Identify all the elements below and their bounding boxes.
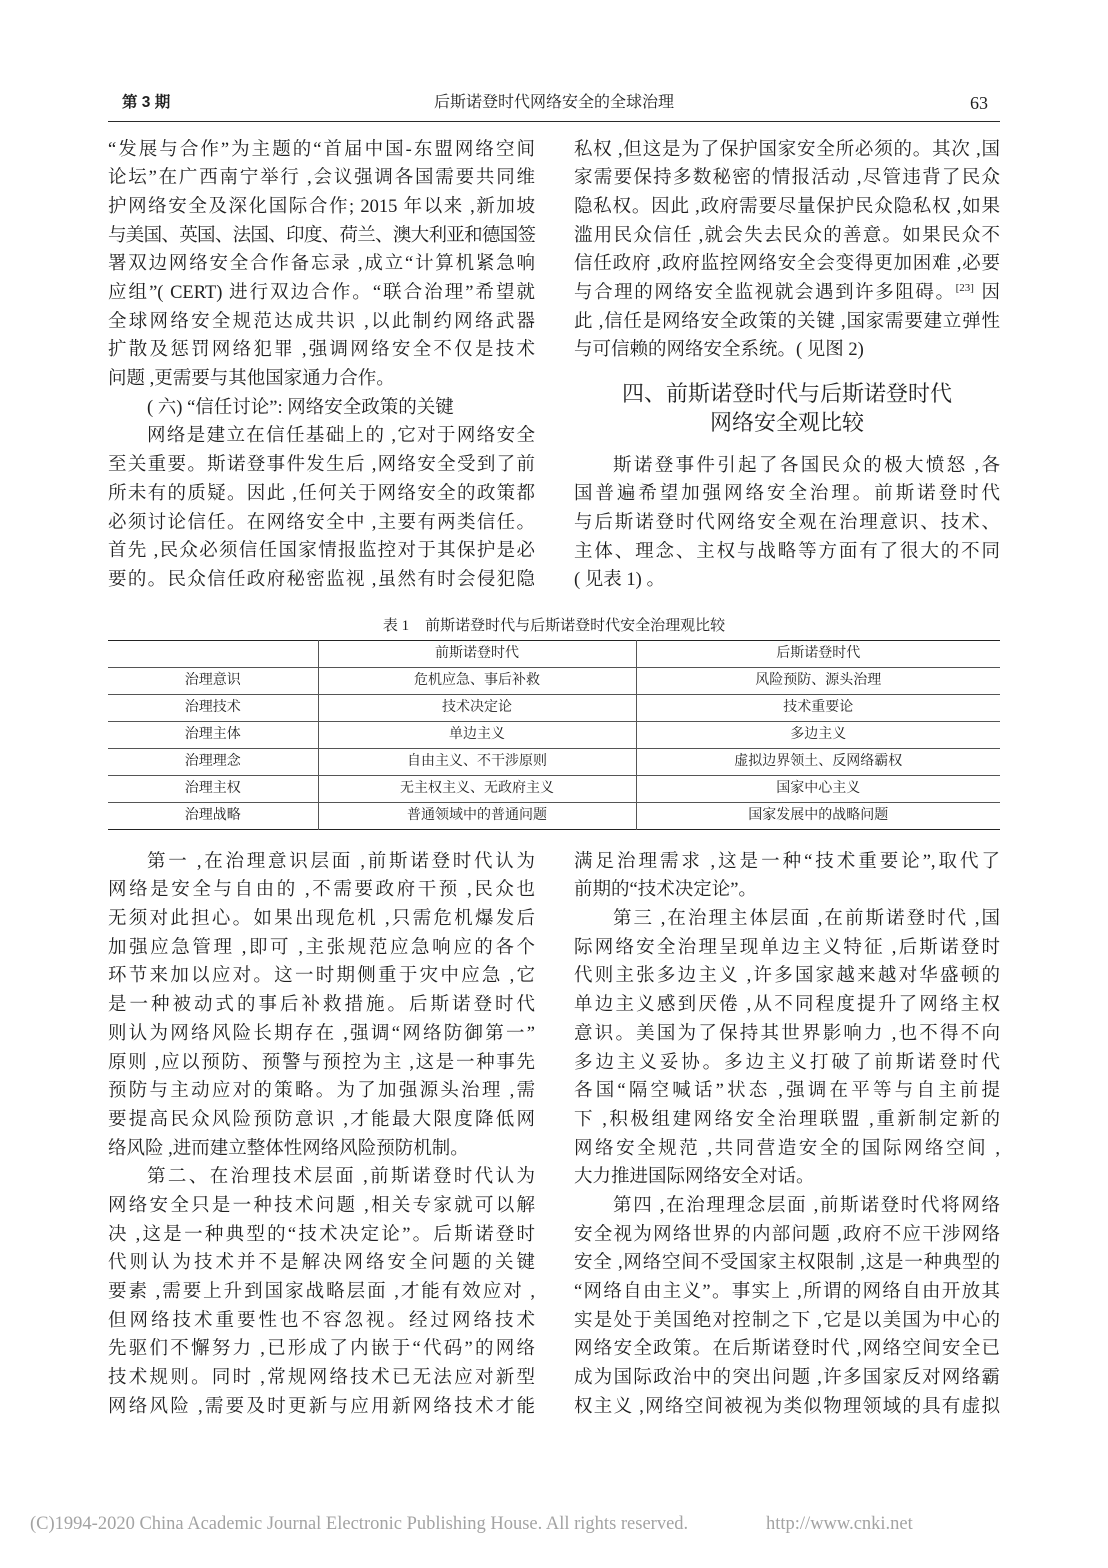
page-number: 63 — [970, 93, 988, 113]
citation-mark: [23] — [955, 282, 974, 295]
table-caption — [108, 614, 1000, 638]
table-row — [108, 749, 1000, 776]
table-cell: 普通领域中的普通问题 — [318, 803, 636, 830]
table-cell: 技术重要论 — [636, 695, 1000, 722]
bottom-right-column — [574, 848, 1000, 1422]
table-cell: 国家中心主义 — [636, 776, 1000, 803]
body-text-line: 意识。美国为了保持其世界影响力 ,也不得不向 — [574, 1023, 1000, 1044]
paragraph — [574, 136, 1000, 366]
body-text-line: 第一 ,在治理意识层面 ,前斯诺登时代认为 — [147, 851, 535, 872]
body-text-line: 应组”( CERT) 进行双边合作。“联合治理”希望就 — [108, 283, 536, 304]
paragraph — [574, 452, 1000, 595]
table-cell: 危机应急、事后补救 — [318, 668, 636, 695]
body-text-line: 隐私权。因此 ,政府需要尽量保护民众隐私权 ,如果 — [574, 196, 1000, 217]
body-text-line: 网络安全规范 ,共同营造安全的国际网络空间 , — [574, 1138, 1000, 1159]
table-cell: 风险预防、源头治理 — [636, 668, 1000, 695]
table-row — [108, 695, 1000, 722]
table-row — [108, 803, 1000, 830]
body-text-line: “网络自由主义”。事实上 ,所谓的网络自由开放其 — [574, 1282, 1000, 1302]
table-cell: 自由主义、不干涉原则 — [318, 749, 636, 776]
paragraph — [108, 1163, 535, 1421]
subsection-heading: ( 六) “信任讨论”: 网络安全政策的关键 — [147, 397, 454, 418]
body-text-line: 多边主义妥协。多边主义打破了前斯诺登时代 — [574, 1052, 1000, 1073]
body-text-line: 前期的“技术决定论”。 — [574, 880, 757, 901]
body-text-line: 要素 ,需要上升到国家战略层面 ,才能有效应对 , — [108, 1282, 535, 1302]
body-text-line: 先驱们不懈努力 ,已形成了内嵌于“代码”的网络 — [108, 1339, 535, 1360]
body-text-line: 第三 ,在治理主体层面 ,在前斯诺登时代 ,国 — [613, 909, 1000, 930]
comparison-table — [108, 640, 1000, 830]
copyright-text: (C)1994-2020 China Academic Journal Electronic Publishing House. All rights reserved. — [30, 1514, 689, 1534]
body-text-line: 至关重要。斯诺登事件发生后 ,网络安全受到了前 — [108, 455, 535, 476]
body-text-line: 安全 ,网络空间不受国家主权限制 ,这是一种典型的 — [574, 1253, 1000, 1274]
body-text-line: 是一种被动式的事后补救措施。后斯诺登时代 — [108, 995, 535, 1016]
section-heading — [574, 379, 1000, 437]
table-header-cell: 后斯诺登时代 — [636, 641, 1000, 668]
body-text-line: 主体、理念、主权与战略等方面有了很大的不同 — [574, 541, 1000, 562]
body-text-line: 际网络安全治理呈现单边主义特征 ,后斯诺登时 — [574, 937, 1000, 958]
table-row — [108, 668, 1000, 695]
table-cell: 治理意识 — [108, 668, 318, 695]
body-text-line: 第二、在治理技术层面 ,前斯诺登时代认为 — [147, 1167, 535, 1188]
body-text-line: 满足治理需求 ,这是一种“技术重要论”,取代了 — [574, 851, 1000, 872]
table-cell: 无主权主义、无政府主义 — [318, 776, 636, 803]
running-head — [108, 88, 1000, 118]
table-header-row — [108, 641, 1000, 668]
table-cell: 多边主义 — [636, 722, 1000, 749]
table-label: 表 1 — [382, 618, 410, 634]
table-cell: 治理主体 — [108, 722, 318, 749]
paragraph — [108, 422, 535, 594]
table-cell: 单边主义 — [318, 722, 636, 749]
header-rule — [108, 121, 1000, 122]
body-text-line: 与美国、英国、法国、印度、荷兰、澳大利亚和德国签 — [108, 225, 535, 246]
body-text-line: 网络风险 ,需要及时更新与应用新网络技术才能 — [108, 1396, 535, 1417]
body-text-line: “发展与合作”为主题的“首届中国-东盟网络空间 — [108, 139, 535, 160]
body-text-line: 权主义 ,网络空间被视为类似物理领域的具有虚拟 — [574, 1396, 1000, 1417]
body-text-line: 技术规则。同时 ,常规网络技术已无法应对新型 — [108, 1368, 535, 1389]
body-text-line: 国普遍希望加强网络安全治理。前斯诺登时代 — [574, 484, 1000, 505]
body-text-line: 首先 ,民众必须信任国家情报监控对于其保护是必 — [108, 541, 535, 562]
section-heading-line: 网络安全观比较 — [709, 409, 864, 435]
paragraph — [574, 848, 1000, 905]
running-title: 后斯诺登时代网络安全的全球治理 — [433, 94, 674, 111]
body-text-line: 网络安全政策。在后斯诺登时代 ,网络空间安全已 — [574, 1339, 1000, 1360]
paragraph — [574, 1192, 1000, 1422]
body-text-line: 论坛”在广西南宁举行 ,会议强调各国需要共同维 — [108, 168, 535, 189]
body-text-line: 家需要保持多数秘密的情报活动 ,尽管违背了民众 — [574, 168, 1000, 189]
issue-number: 第 3 期 — [122, 94, 171, 111]
body-text-line: 但网络技术重要性也不容忽视。经过网络技术 — [108, 1310, 535, 1331]
table-cell: 技术决定论 — [318, 695, 636, 722]
line-text: 与合理的网络安全监视就会遇到许多阻碍。 — [574, 283, 956, 304]
line-text: 因 — [979, 283, 1000, 304]
body-text-line: 署双边网络安全合作备忘录 ,成立“计算机紧急响 — [108, 254, 535, 275]
table-header-cell: 前斯诺登时代 — [318, 641, 636, 668]
body-text-line: 则认为网络风险长期存在 ,强调“网络防御第一” — [108, 1023, 535, 1044]
body-text-line: 网络安全只是一种技术问题 ,相关专家就可以解 — [108, 1195, 535, 1216]
body-text-line: 代则认为技术并不是解决网络安全问题的关键 — [108, 1253, 535, 1274]
body-text-line: 第四 ,在治理理念层面 ,前斯诺登时代将网络 — [613, 1195, 1000, 1216]
table-row — [108, 722, 1000, 749]
body-text-line: 代则主张多边主义 ,许多国家越来越对华盛顿的 — [574, 966, 1000, 987]
copyright-footer — [0, 1512, 1108, 1536]
body-text-line: 络风险 ,进而建立整体性网络风险预防机制。 — [108, 1138, 469, 1159]
table-cell: 治理战略 — [108, 803, 318, 830]
top-right-column — [574, 136, 1000, 366]
body-text-line: 各国“隔空喊话”状态 ,强调在平等与自主前提 — [574, 1081, 1000, 1102]
body-text-line: 原则 ,应以预防、预警与预控为主 ,这是一种事先 — [108, 1052, 535, 1073]
body-text-line: 扩散及惩罚网络犯罪 ,强调网络安全不仅是技术 — [108, 340, 535, 361]
footer-url: http://www.cnki.net — [766, 1514, 913, 1534]
table-cell: 虚拟边界领土、反网络霸权 — [636, 749, 1000, 776]
body-text-line: 实是处于美国绝对控制之下 ,它是以美国为中心的 — [574, 1310, 1000, 1331]
body-text-line: 与后斯诺登时代网络安全观在治理意识、技术、 — [574, 513, 1000, 534]
body-text-line: 私权 ,但这是为了保护国家安全所必须的。其次 ,国 — [574, 139, 1000, 160]
table-cell: 治理理念 — [108, 749, 318, 776]
body-text-line: 预防与主动应对的策略。为了加强源头治理 ,需 — [108, 1081, 535, 1102]
body-text-line: 要的。民众信任政府秘密监视 ,虽然有时会侵犯隐 — [108, 569, 535, 590]
body-text-line: 下 ,积极组建网络安全治理联盟 ,重新制定新的 — [574, 1109, 1000, 1130]
table-header-cell — [108, 641, 318, 668]
bottom-left-column — [108, 848, 535, 1422]
paragraph — [108, 848, 535, 1164]
table-cell: 治理技术 — [108, 695, 318, 722]
body-text-line: 无须对此担心。如果出现危机 ,只需危机爆发后 — [108, 909, 535, 930]
body-text-line: 必须讨论信任。在网络安全中 ,主要有两类信任。 — [108, 512, 535, 533]
paragraph — [108, 136, 535, 394]
table-title: 前斯诺登时代与后斯诺登时代安全治理观比较 — [425, 618, 726, 634]
section-heading-line: 四、前斯诺登时代与后斯诺登时代 — [621, 380, 952, 406]
body-text-line: 要提高民众风险预防意识 ,才能最大限度降低网 — [108, 1109, 535, 1130]
table-cell: 国家发展中的战略问题 — [636, 803, 1000, 830]
table-cell: 治理主权 — [108, 776, 318, 803]
body-text-line: 决 ,这是一种典型的“技术决定论”。后斯诺登时 — [108, 1224, 535, 1245]
body-text-line: 网络是安全与自由的 ,不需要政府干预 ,民众也 — [108, 880, 535, 901]
body-text-line: 信任政府 ,政府监控网络安全会变得更加困难 ,必要 — [574, 254, 1000, 275]
body-text-line: ( 见表 1) 。 — [574, 570, 665, 591]
top-right-column-lower — [574, 452, 1000, 595]
body-text-line: 环节来加以应对。这一时期侧重于灾中应急 ,它 — [108, 966, 535, 987]
table-row — [108, 776, 1000, 803]
body-text-line: 所未有的质疑。因此 ,任何关于网络安全的政策都 — [108, 483, 535, 504]
body-text-line: 单边主义感到厌倦 ,从不同程度提升了网络主权 — [574, 995, 1000, 1016]
body-text-line: 与可信赖的网络安全系统。( 见图 2) — [574, 340, 864, 361]
body-text-line: 斯诺登事件引起了各国民众的极大愤怒 ,各 — [613, 455, 1000, 476]
body-text-line: 大力推进国际网络安全对话。 — [574, 1167, 815, 1188]
body-text-line: 问题 ,更需要与其他国家通力合作。 — [108, 369, 395, 390]
body-text-line: 成为国际政治中的突出问题 ,许多国家反对网络霸 — [574, 1368, 1000, 1389]
body-text-line: 护网络安全及深化国际合作; 2015 年以来 ,新加坡 — [108, 196, 535, 217]
body-text-line: 全球网络安全规范达成共识 ,以此制约网络武器 — [108, 311, 535, 332]
body-text-line: 网络是建立在信任基础上的 ,它对于网络安全 — [147, 426, 535, 447]
top-left-column — [108, 136, 535, 595]
body-text-line: 加强应急管理 ,即可 ,主张规范应急响应的各个 — [108, 937, 535, 958]
body-text-line: 此 ,信任是网络安全政策的关键 ,国家需要建立弹性 — [574, 311, 1000, 332]
paragraph — [574, 905, 1000, 1192]
body-text-line — [574, 279, 1000, 308]
body-text-line: 安全视为网络世界的内部问题 ,政府不应干涉网络 — [574, 1224, 1000, 1245]
body-text-line: 滥用民众信任 ,就会失去民众的善意。如果民众不 — [574, 225, 1000, 246]
